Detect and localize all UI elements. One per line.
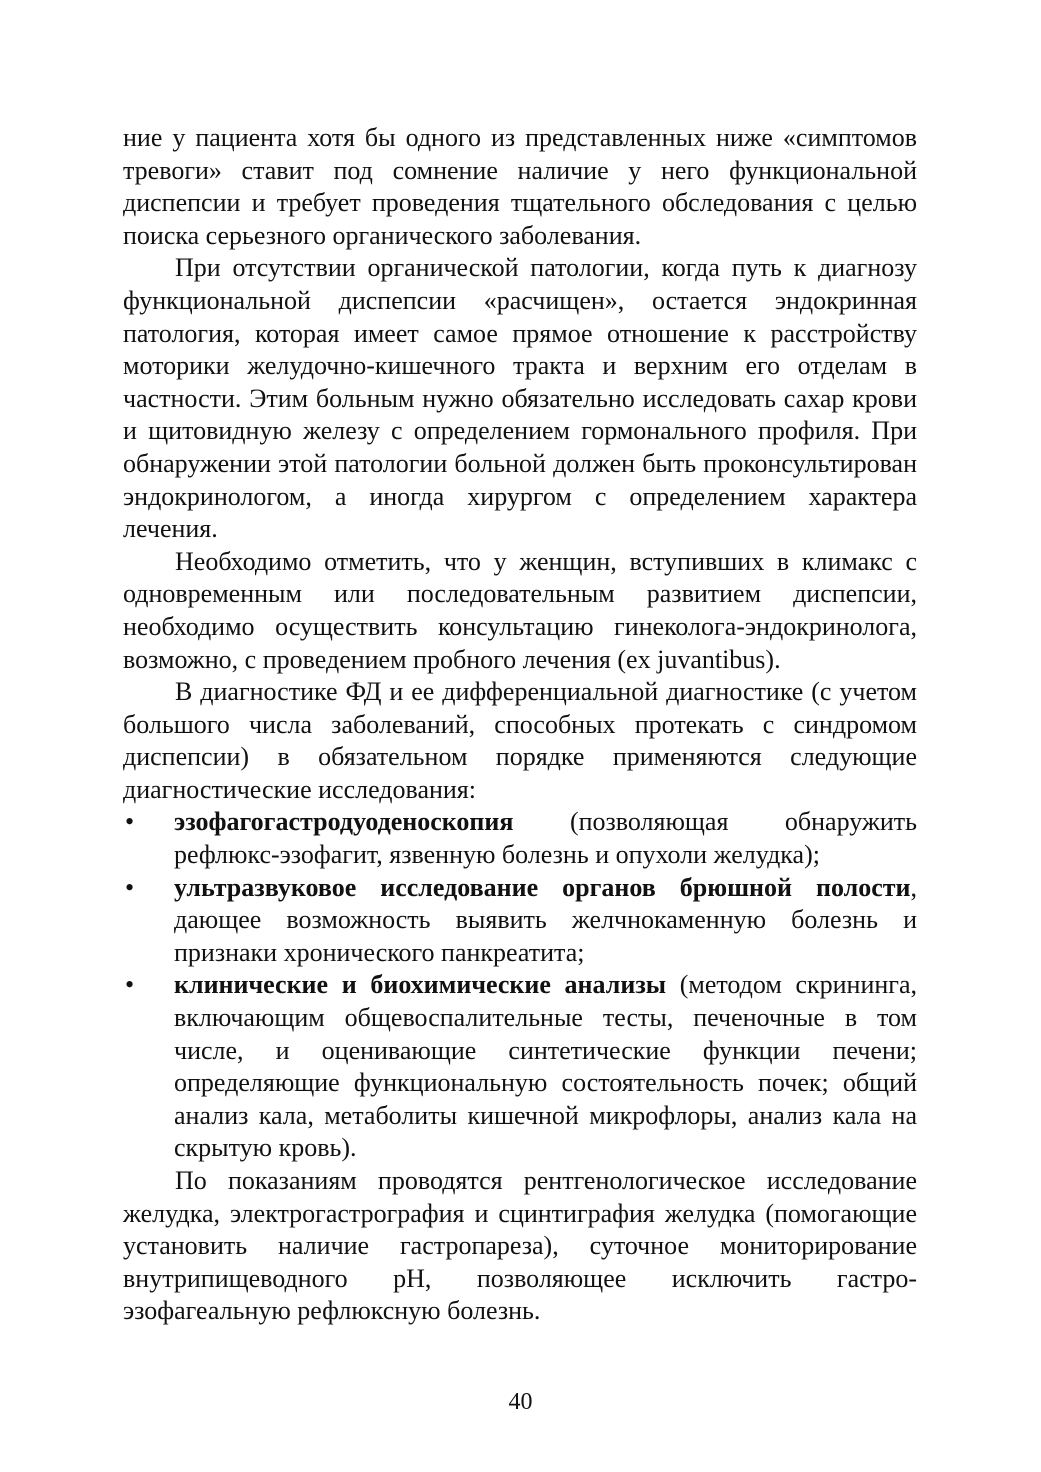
- bullet-icon: •: [125, 970, 135, 1000]
- page-body: [123, 122, 917, 1328]
- diagnostic-methods-list: [123, 806, 917, 1165]
- list-item: [123, 806, 917, 871]
- list-item-description: (позволяющая обнаружить рефлюкс-эзофагит, язвенную болезнь и опухоли желудка);: [174, 807, 917, 870]
- bullet-icon: •: [125, 807, 135, 837]
- paragraph-additional-tests: По показаниям проводятся рентгенологическое исследование желудка, электрогастрография и сцинтиграфия желудка (помогающие установить наличие гастропареза), суточное мониторирование внутрипищеводного pH, позволяющее исключить гастроэзофагеальную рефлюксную болезнь.: [123, 1166, 917, 1326]
- list-item-description: (методом скрининга, включающим общевоспалительные тесты, печеночные в том числе, и оценивающие синтетические функции печени; определяющие функциональную состоятельность почек; общий анализ кала, метаболиты кишечной микрофлоры, анализ кала на скрытую кровь).: [174, 970, 918, 1163]
- paragraph-menopause-consultation: Необходимо отметить, что у женщин, вступивших в климакс с одновременным или последовательным развитием диспепсии, необходимо осуществить консультацию гинеколога-эндокринолога, возможно, с проведением пробного лечения (ex juvantibus).: [123, 546, 917, 674]
- list-item-description: , дающее возможность выявить желчнокаменную болезнь и признаки хронического панкреатита;: [174, 872, 917, 967]
- bullet-icon: •: [125, 872, 135, 902]
- paragraph-diagnostics-intro: В диагностике ФД и ее дифференциальной диагностике (с учетом большого числа заболеваний, способных протекать с синдромом диспепсии) в обязательном порядке применяются следующие диагностические исследования:: [123, 677, 917, 804]
- list-item: [123, 872, 917, 970]
- list-item-term: эзофагогастродуоденоскопия: [174, 807, 514, 837]
- page-number: 40: [508, 1389, 533, 1415]
- list-item-term: ультразвуковое исследование органов брюшной полости: [174, 872, 911, 902]
- list-item-term: клинические и биохимические анализы: [174, 970, 667, 1000]
- paragraph-symptoms-of-alarm: ние у пациента хотя бы одного из представленных ниже «симптомов тревоги» ставит под сомнение наличие у него функциональной диспепсии и требует проведения тщательного обследования с целью поиска серьезного органического заболевания.: [123, 123, 917, 250]
- paragraph-endocrine-pathology: При отсутствии органической патологии, когда путь к диагнозу функциональной диспепсии «расчищен», остается эндокринная патология, которая имеет самое прямое отношение к расстройству моторики желудочно-кишечного тракта и верхним его отделам в частности. Этим больным нужно обязательно исследовать сахар крови и щитовидную железу с определением гормонального профиля. При обнаружении этой патологии больной должен быть проконсультирован эндокринологом, а иногда хирургом с определением характера лечения.: [123, 253, 917, 544]
- list-item: [123, 969, 917, 1165]
